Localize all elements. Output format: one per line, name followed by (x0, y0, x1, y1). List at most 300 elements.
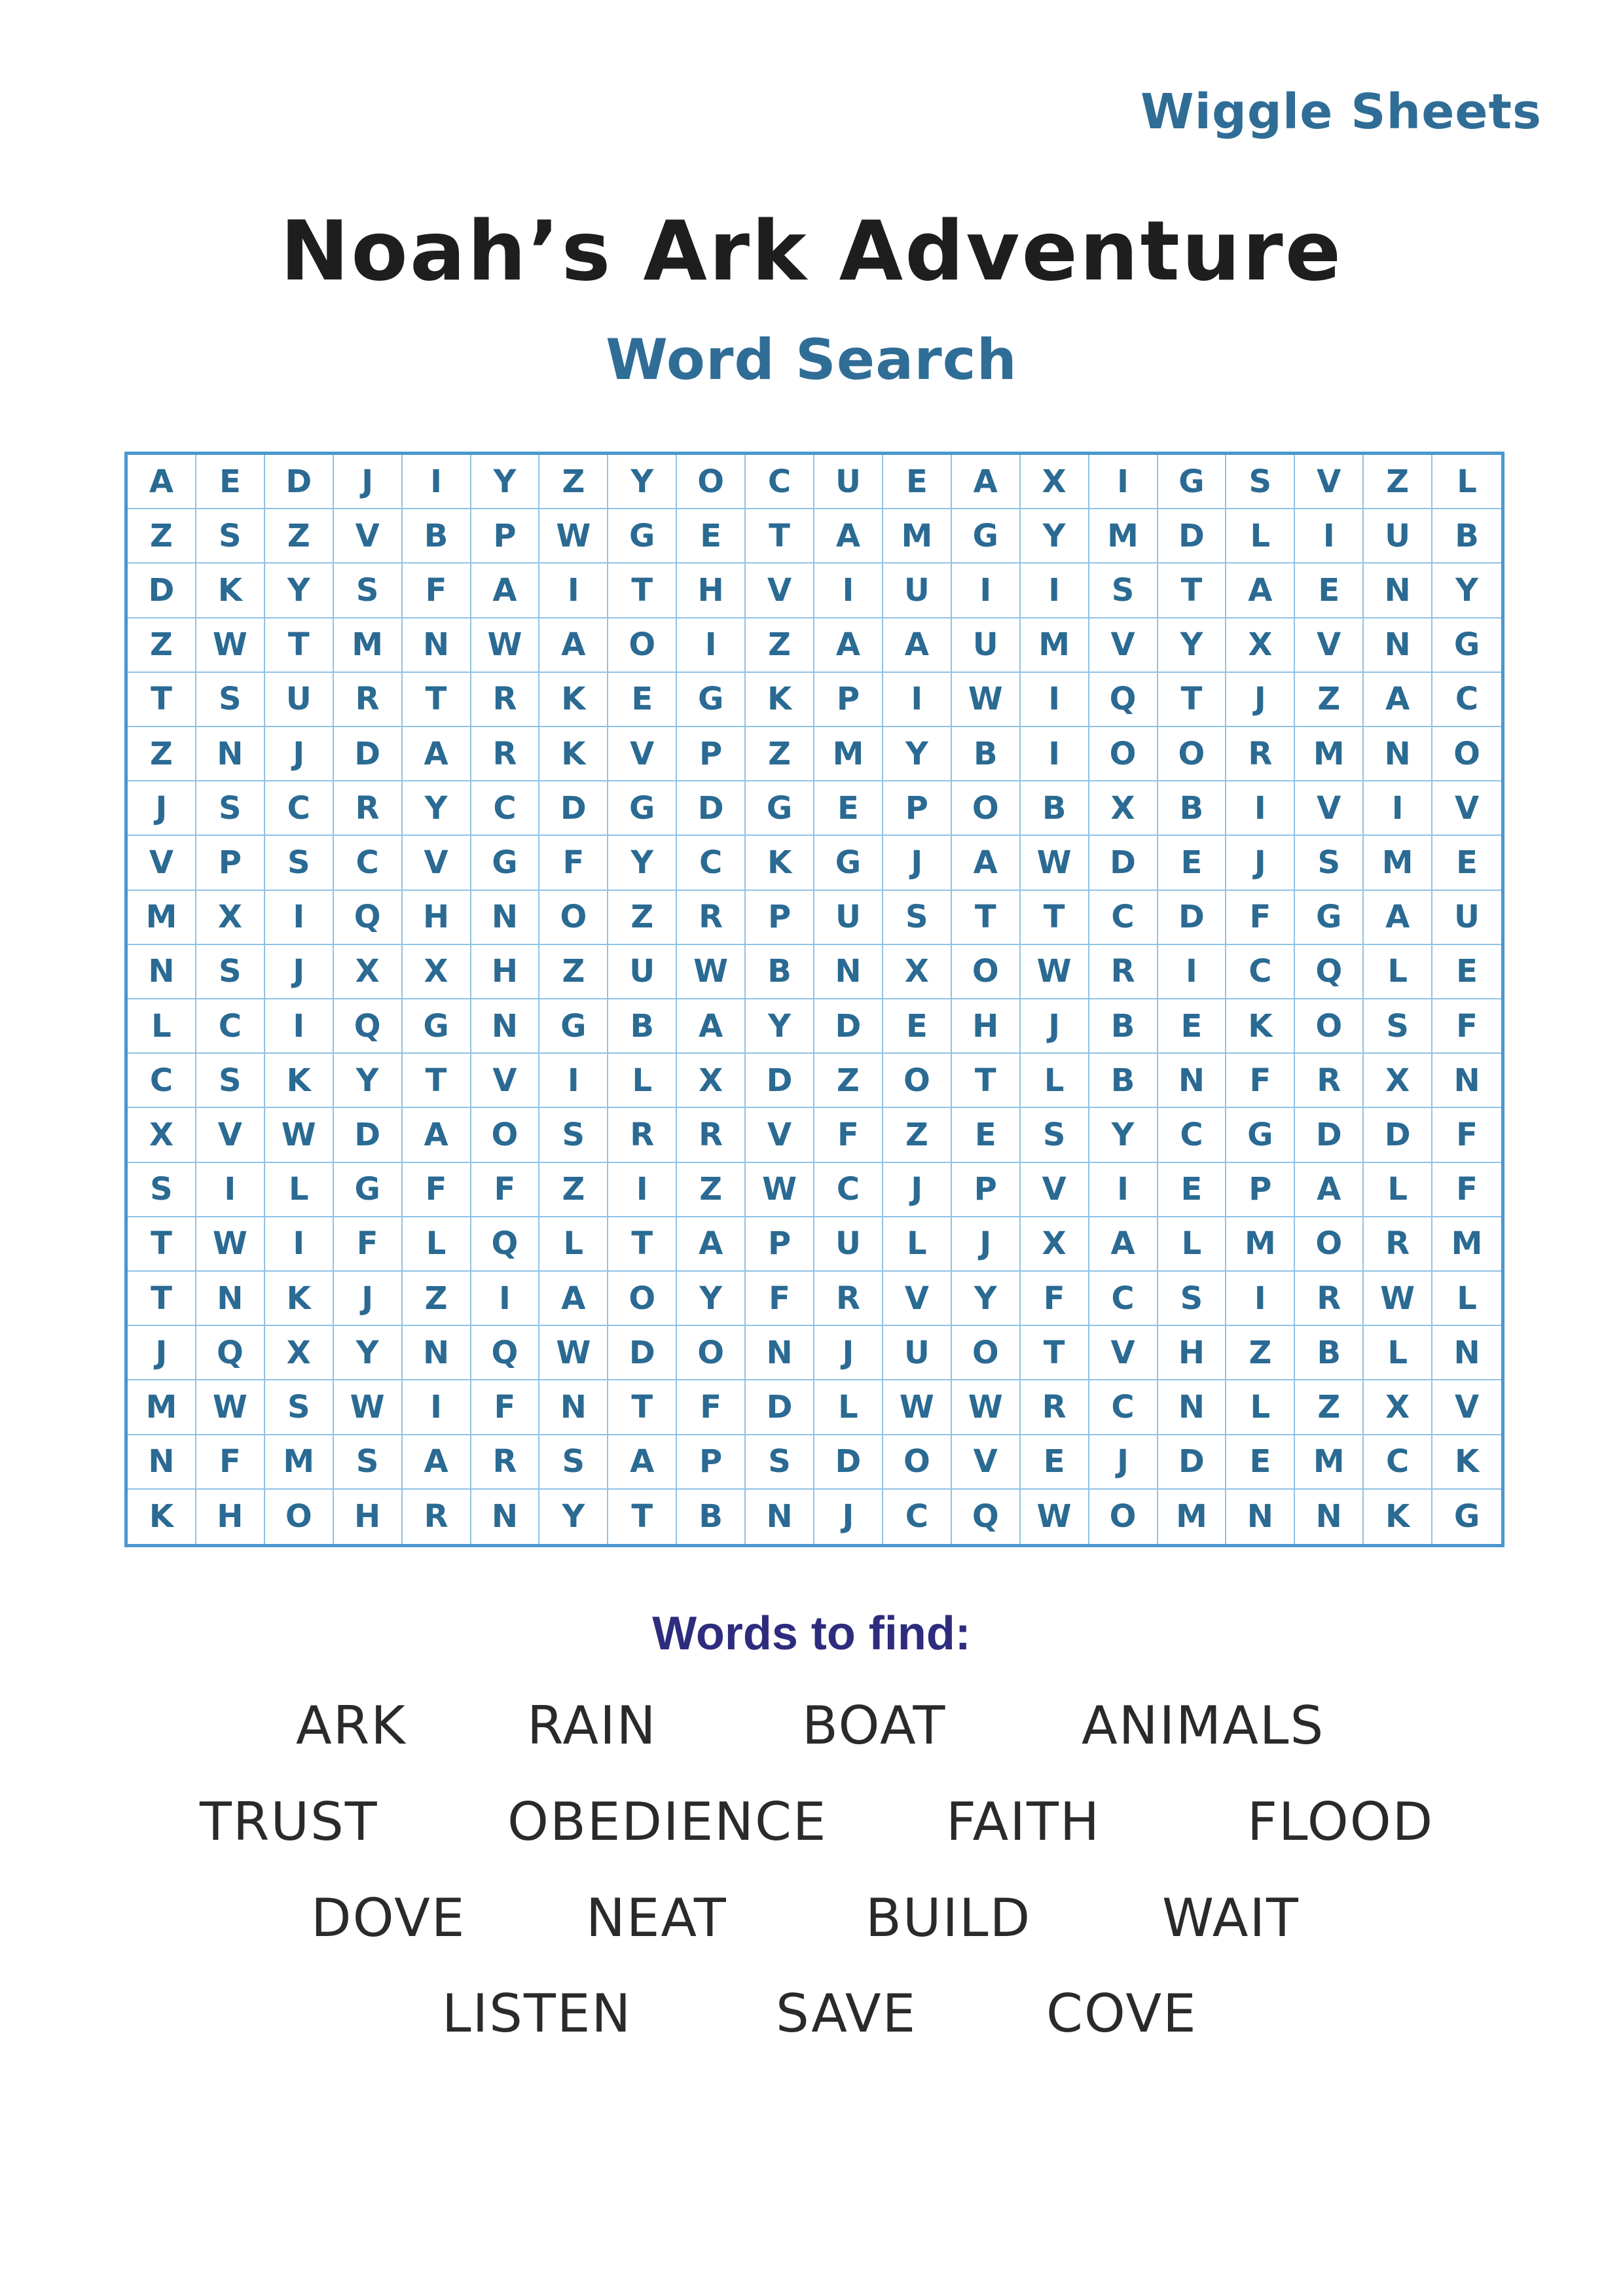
grid-cell: B (1295, 1326, 1364, 1380)
grid-cell: M (265, 1435, 334, 1490)
grid-cell: A (677, 1217, 746, 1272)
grid-cell: K (746, 836, 814, 890)
grid-cell: P (883, 781, 952, 836)
grid-cell: Y (539, 1490, 608, 1544)
grid-cell: S (196, 673, 265, 727)
grid-cell: W (952, 1380, 1021, 1435)
grid-cell: E (814, 781, 883, 836)
grid-cell: G (608, 781, 677, 836)
grid-cell: W (196, 1380, 265, 1435)
grid-cell: J (1021, 999, 1089, 1054)
grid-cell: M (1364, 836, 1432, 890)
grid-cell: Q (952, 1490, 1021, 1544)
grid-cell: N (471, 999, 540, 1054)
grid-cell: X (128, 1108, 196, 1162)
grid-cell: I (814, 564, 883, 618)
grid-cell: S (334, 564, 403, 618)
grid-cell: X (196, 891, 265, 945)
grid-cell: I (1364, 781, 1432, 836)
grid-cell: Y (1158, 619, 1227, 673)
grid-cell: S (265, 836, 334, 890)
grid-cell: L (265, 1163, 334, 1217)
grid-cell: Z (746, 619, 814, 673)
grid-cell: Q (334, 999, 403, 1054)
grid-cell: N (471, 1490, 540, 1544)
grid-cell: O (1089, 727, 1158, 781)
grid-cell: S (1158, 1272, 1227, 1326)
grid-cell: S (539, 1108, 608, 1162)
grid-cell: M (1432, 1217, 1501, 1272)
grid-cell: J (334, 1272, 403, 1326)
grid-cell: S (334, 1435, 403, 1490)
grid-cell: A (677, 999, 746, 1054)
grid-cell: I (1021, 673, 1089, 727)
grid-cell: O (1295, 1217, 1364, 1272)
grid-cell: S (1295, 836, 1364, 890)
grid-cell: N (539, 1380, 608, 1435)
word-item: ARK (296, 1695, 407, 1756)
grid-cell: S (1226, 455, 1295, 509)
grid-cell: F (1432, 999, 1501, 1054)
grid-cell: C (334, 836, 403, 890)
grid-cell: X (1364, 1380, 1432, 1435)
grid-cell: G (1158, 455, 1227, 509)
grid-cell: O (677, 1326, 746, 1380)
grid-cell: T (952, 1054, 1021, 1108)
grid-cell: D (814, 1435, 883, 1490)
grid-cell: W (746, 1163, 814, 1217)
grid-cell: Z (265, 509, 334, 564)
word-item: LISTEN (442, 1983, 632, 2044)
grid-cell: G (952, 509, 1021, 564)
grid-cell: E (1432, 945, 1501, 999)
grid-cell: Z (539, 1163, 608, 1217)
grid-cell: W (952, 673, 1021, 727)
grid-cell: Q (471, 1326, 540, 1380)
grid-cell: N (1364, 619, 1432, 673)
grid-cell: O (952, 781, 1021, 836)
grid-cell: U (1432, 891, 1501, 945)
grid-cell: T (1158, 564, 1227, 618)
grid-cell: A (814, 509, 883, 564)
grid-cell: W (539, 1326, 608, 1380)
grid-cell: F (1432, 1163, 1501, 1217)
grid-cell: Z (1226, 1326, 1295, 1380)
grid-cell: X (883, 945, 952, 999)
grid-cell: Y (334, 1326, 403, 1380)
grid-cell: S (1089, 564, 1158, 618)
grid-cell: A (403, 1435, 471, 1490)
grid-cell: D (539, 781, 608, 836)
grid-cell: I (1089, 455, 1158, 509)
grid-cell: W (196, 619, 265, 673)
grid-cell: G (403, 999, 471, 1054)
grid-cell: O (1432, 727, 1501, 781)
grid-cell: T (608, 564, 677, 618)
grid-cell: H (952, 999, 1021, 1054)
grid-cell: T (128, 1217, 196, 1272)
grid-cell: A (471, 564, 540, 618)
grid-cell: U (814, 1217, 883, 1272)
grid-cell: W (471, 619, 540, 673)
grid-cell: Y (265, 564, 334, 618)
grid-cell: B (1158, 781, 1227, 836)
grid-cell: W (1364, 1272, 1432, 1326)
grid-cell: L (1432, 455, 1501, 509)
grid-cell: I (1021, 564, 1089, 618)
grid-cell: R (471, 673, 540, 727)
grid-cell: F (471, 1163, 540, 1217)
grid-cell: R (1364, 1217, 1432, 1272)
grid-cell: V (1432, 781, 1501, 836)
grid-cell: P (746, 1217, 814, 1272)
grid-cell: B (1432, 509, 1501, 564)
grid-cell: Q (1089, 673, 1158, 727)
grid-cell: D (334, 727, 403, 781)
grid-cell: B (403, 509, 471, 564)
grid-cell: T (608, 1380, 677, 1435)
grid-cell: Y (403, 781, 471, 836)
grid-cell: M (1295, 1435, 1364, 1490)
grid-cell: N (1364, 564, 1432, 618)
grid-cell: F (196, 1435, 265, 1490)
grid-cell: T (746, 509, 814, 564)
grid-cell: N (1158, 1380, 1227, 1435)
grid-cell: N (128, 1435, 196, 1490)
grid-cell: I (196, 1163, 265, 1217)
grid-cell: F (1226, 891, 1295, 945)
word-list-heading: Words to find: (652, 1607, 971, 1660)
grid-cell: W (334, 1380, 403, 1435)
grid-cell: M (1021, 619, 1089, 673)
grid-cell: I (1226, 781, 1295, 836)
grid-cell: A (608, 1435, 677, 1490)
word-item: WAIT (1162, 1888, 1300, 1948)
grid-cell: Y (883, 727, 952, 781)
grid-cell: T (608, 1217, 677, 1272)
grid-cell: J (265, 727, 334, 781)
grid-cell: V (1432, 1380, 1501, 1435)
grid-cell: J (814, 1490, 883, 1544)
grid-cell: R (608, 1108, 677, 1162)
grid-cell: A (1226, 564, 1295, 618)
grid-cell: Z (814, 1054, 883, 1108)
grid-cell: C (1089, 891, 1158, 945)
grid-cell: W (677, 945, 746, 999)
grid-cell: K (539, 727, 608, 781)
grid-cell: A (1089, 1217, 1158, 1272)
word-item: FAITH (946, 1791, 1101, 1852)
grid-cell: E (1158, 1163, 1227, 1217)
grid-cell: A (403, 1108, 471, 1162)
grid-cell: D (1089, 836, 1158, 890)
grid-cell: Q (471, 1217, 540, 1272)
grid-cell: D (128, 564, 196, 618)
grid-cell: E (196, 455, 265, 509)
grid-cell: V (1295, 781, 1364, 836)
grid-cell: K (265, 1272, 334, 1326)
grid-cell: I (608, 1163, 677, 1217)
grid-cell: F (677, 1380, 746, 1435)
grid-cell: W (1021, 1490, 1089, 1544)
grid-cell: Z (608, 891, 677, 945)
grid-cell: U (883, 1326, 952, 1380)
grid-cell: M (1089, 509, 1158, 564)
grid-cell: S (1021, 1108, 1089, 1162)
grid-cell: R (1089, 945, 1158, 999)
grid-cell: Z (128, 727, 196, 781)
grid-cell: L (883, 1217, 952, 1272)
grid-cell: C (1432, 673, 1501, 727)
grid-cell: V (1089, 619, 1158, 673)
grid-cell: A (539, 1272, 608, 1326)
grid-cell: Z (746, 727, 814, 781)
grid-cell: H (334, 1490, 403, 1544)
grid-cell: W (883, 1380, 952, 1435)
grid-cell: L (128, 999, 196, 1054)
grid-cell: B (746, 945, 814, 999)
word-item: DOVE (311, 1888, 466, 1948)
grid-cell: G (1453, 1498, 1480, 1535)
grid-cell: X (1021, 1217, 1089, 1272)
grid-cell: S (539, 1435, 608, 1490)
grid-cell: D (608, 1326, 677, 1380)
grid-cell: S (265, 1380, 334, 1435)
grid-cell: B (1089, 999, 1158, 1054)
grid-cell: L (814, 1380, 883, 1435)
grid-cell: O (608, 619, 677, 673)
grid-cell: S (746, 1435, 814, 1490)
grid-cell: I (1295, 509, 1364, 564)
grid-cell: M (1226, 1217, 1295, 1272)
grid-cell: G (334, 1163, 403, 1217)
grid-cell: G (608, 509, 677, 564)
grid-cell: I (1226, 1272, 1295, 1326)
grid-cell: O (1295, 999, 1364, 1054)
word-item: FLOOD (1247, 1791, 1434, 1852)
grid-cell: D (1158, 509, 1227, 564)
grid-cell: G (1432, 619, 1501, 673)
grid-cell: V (1295, 455, 1364, 509)
grid-cell: D (1158, 891, 1227, 945)
grid-cell: N (1432, 1326, 1501, 1380)
grid-cell: N (1158, 1054, 1227, 1108)
grid-cell: P (677, 1435, 746, 1490)
grid-cell: G (746, 781, 814, 836)
grid-cell: A (539, 619, 608, 673)
grid-cell: E (1226, 1435, 1295, 1490)
grid-cell: A (1364, 891, 1432, 945)
grid-cell: S (196, 945, 265, 999)
grid-cell: N (196, 727, 265, 781)
grid-cell: B (608, 999, 677, 1054)
grid-cell: K (196, 564, 265, 618)
grid-cell: Z (128, 619, 196, 673)
grid-cell: X (403, 945, 471, 999)
grid-cell: L (1432, 1272, 1501, 1326)
grid-cell: E (677, 509, 746, 564)
grid-cell: N (128, 945, 196, 999)
grid-cell: J (883, 836, 952, 890)
grid-cell: F (1021, 1272, 1089, 1326)
grid-cell: X (1364, 1054, 1432, 1108)
grid-cell: H (196, 1490, 265, 1544)
grid-cell: O (883, 1054, 952, 1108)
grid-cell: B (1089, 1054, 1158, 1108)
grid-cell: K (1226, 999, 1295, 1054)
grid-cell: G (539, 999, 608, 1054)
grid-cell: D (677, 781, 746, 836)
grid-cell: N (814, 945, 883, 999)
grid-cell: Y (1089, 1108, 1158, 1162)
grid-cell: T (1158, 673, 1227, 727)
grid-cell: C (1089, 1380, 1158, 1435)
grid-cell: W (265, 1108, 334, 1162)
grid-cell: O (265, 1490, 334, 1544)
grid-cell: I (1021, 727, 1089, 781)
grid-cell: U (952, 619, 1021, 673)
grid-cell: N (1226, 1490, 1295, 1544)
grid-cell: S (196, 781, 265, 836)
grid-cell: C (1089, 1272, 1158, 1326)
grid-cell: G (1295, 891, 1364, 945)
word-item: NEAT (586, 1888, 727, 1948)
grid-cell: N (746, 1490, 814, 1544)
grid-cell: A (128, 455, 196, 509)
grid-cell: F (814, 1108, 883, 1162)
word-item: COVE (1046, 1983, 1197, 2044)
grid-cell: R (1226, 727, 1295, 781)
grid-cell: O (539, 891, 608, 945)
grid-cell: J (265, 945, 334, 999)
grid-cell: V (1089, 1326, 1158, 1380)
grid-cell: O (952, 945, 1021, 999)
grid-cell: C (196, 999, 265, 1054)
grid-cell: C (1158, 1108, 1227, 1162)
grid-cell: A (952, 836, 1021, 890)
grid-cell: I (403, 455, 471, 509)
grid-cell: Y (608, 455, 677, 509)
grid-cell: C (746, 455, 814, 509)
grid-cell: H (403, 891, 471, 945)
grid-cell: N (1432, 1054, 1501, 1108)
grid-cell: Z (677, 1163, 746, 1217)
grid-cell: K (128, 1490, 196, 1544)
grid-cell: O (883, 1435, 952, 1490)
grid-cell: I (1089, 1163, 1158, 1217)
grid-cell: Y (952, 1272, 1021, 1326)
grid-cell: Y (608, 836, 677, 890)
grid-cell: I (471, 1272, 540, 1326)
brand-name: Wiggle Sheets (1140, 84, 1542, 140)
grid-cell: J (814, 1326, 883, 1380)
grid-cell: G (1226, 1108, 1295, 1162)
grid-cell: V (746, 1108, 814, 1162)
grid-cell: M (1158, 1490, 1227, 1544)
grid-cell: Q (1295, 945, 1364, 999)
grid-cell: E (952, 1108, 1021, 1162)
grid-cell: Z (539, 455, 608, 509)
grid-cell: L (1021, 1054, 1089, 1108)
grid-cell: L (1226, 1380, 1295, 1435)
grid-cell: W (1021, 836, 1089, 890)
grid-cell: I (1158, 945, 1227, 999)
grid-cell: E (1295, 564, 1364, 618)
grid-cell: A (403, 727, 471, 781)
grid-cell: I (265, 999, 334, 1054)
grid-cell: Z (1364, 455, 1432, 509)
grid-cell: P (196, 836, 265, 890)
grid-cell: U (265, 673, 334, 727)
grid-cell: T (265, 619, 334, 673)
grid-cell: C (883, 1490, 952, 1544)
grid-cell: N (746, 1326, 814, 1380)
grid-cell: B (1021, 781, 1089, 836)
grid-cell: W (1021, 945, 1089, 999)
grid-cell: T (128, 673, 196, 727)
grid-cell: Y (746, 999, 814, 1054)
grid-cell: F (403, 1163, 471, 1217)
grid-cell: I (883, 673, 952, 727)
grid-cell: Y (677, 1272, 746, 1326)
grid-cell: Z (1295, 673, 1364, 727)
grid-cell: F (1432, 1108, 1501, 1162)
grid-cell: A (952, 455, 1021, 509)
grid-cell: J (952, 1217, 1021, 1272)
grid-cell: N (1364, 727, 1432, 781)
grid-cell: K (746, 673, 814, 727)
grid-cell: M (814, 727, 883, 781)
grid-cell: U (814, 891, 883, 945)
grid-cell: X (1021, 455, 1089, 509)
grid-cell: F (403, 564, 471, 618)
grid-cell: R (334, 781, 403, 836)
word-search-grid (124, 452, 1504, 1547)
grid-cell: T (403, 1054, 471, 1108)
word-item: SAVE (776, 1983, 917, 2044)
grid-cell: T (128, 1272, 196, 1326)
grid-cell: R (334, 673, 403, 727)
grid-cell: I (539, 1054, 608, 1108)
grid-cell: L (403, 1217, 471, 1272)
grid-cell: X (265, 1326, 334, 1380)
word-item: RAIN (527, 1695, 657, 1756)
grid-cell: Q (196, 1326, 265, 1380)
word-item: BUILD (866, 1888, 1032, 1948)
grid-cell: T (1021, 891, 1089, 945)
grid-cell: P (1226, 1163, 1295, 1217)
grid-cell: E (883, 455, 952, 509)
grid-cell: Z (883, 1108, 952, 1162)
grid-cell: B (952, 727, 1021, 781)
grid-cell: C (1226, 945, 1295, 999)
grid-cell: D (746, 1380, 814, 1435)
grid-cell: D (814, 999, 883, 1054)
grid-cell: I (952, 564, 1021, 618)
grid-cell: L (1364, 1326, 1432, 1380)
grid-cell: H (677, 564, 746, 618)
grid-cell: O (952, 1326, 1021, 1380)
grid-cell: M (334, 619, 403, 673)
grid-cell: L (1364, 1163, 1432, 1217)
grid-cell: R (403, 1490, 471, 1544)
grid-cell: C (265, 781, 334, 836)
word-item: OBEDIENCE (507, 1791, 828, 1852)
grid-cell: N (403, 619, 471, 673)
grid-cell: P (471, 509, 540, 564)
grid-cell: S (1364, 999, 1432, 1054)
grid-cell: A (1295, 1163, 1364, 1217)
